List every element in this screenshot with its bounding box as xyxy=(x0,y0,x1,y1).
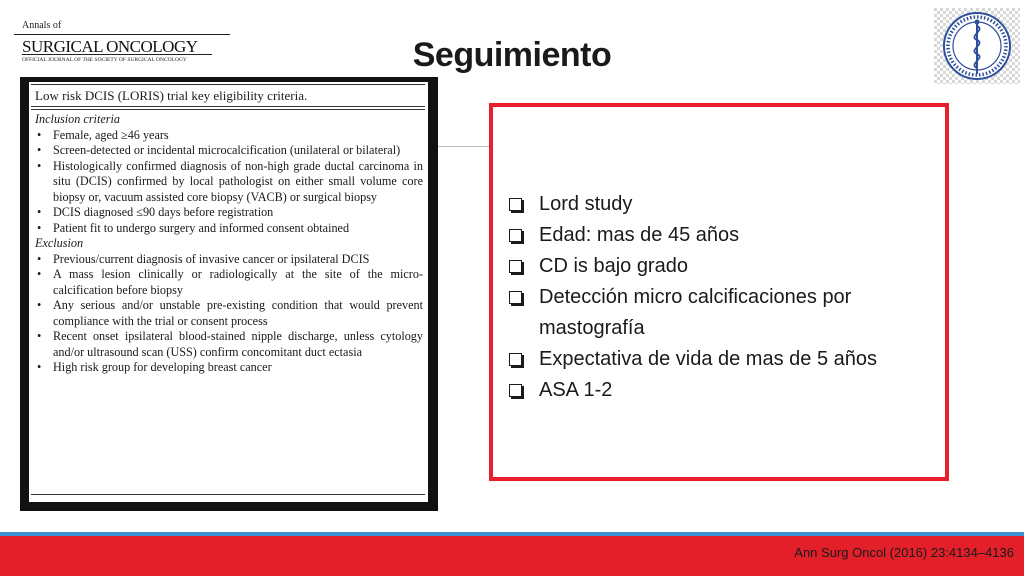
loris-criteria-table-content xyxy=(29,82,428,502)
exclusion-item: • High risk group for developing breast cancer xyxy=(35,360,423,376)
checkbox-bullet-icon xyxy=(509,291,522,304)
exclusion-header: Exclusion xyxy=(35,236,84,250)
checkbox-bullet-icon xyxy=(509,384,522,397)
table-top-rule xyxy=(31,84,425,85)
key-point-text: Detección micro calcificaciones por mastografía xyxy=(539,286,852,339)
key-point-item xyxy=(503,220,933,251)
key-points-box xyxy=(489,103,949,481)
inclusion-item: • Patient fit to undergo surgery and informed consent obtained xyxy=(35,221,423,237)
key-point-item xyxy=(503,344,933,375)
key-point-item xyxy=(503,189,933,220)
inclusion-item: • Histologically confirmed diagnosis of non-high grade ductal carcinoma in situ (DCIS) confirmed by local pathologist on either small volume core biopsy or, vacuum assisted core biopsy (VACB) or surgical biopsy xyxy=(35,159,423,206)
key-point-item xyxy=(503,282,933,344)
table-body xyxy=(35,112,423,376)
inclusion-item: • DCIS diagnosed ≤90 days before registration xyxy=(35,205,423,221)
key-point-text: Lord study xyxy=(539,193,633,215)
slide-title: Seguimiento xyxy=(412,36,612,74)
checkbox-bullet-icon xyxy=(509,229,522,242)
checkbox-bullet-icon xyxy=(509,198,522,211)
key-point-text: ASA 1-2 xyxy=(539,379,613,401)
table-header-rule xyxy=(31,106,425,107)
journal-logo-main-text: SURGICAL ONCOLOGY xyxy=(22,37,198,56)
checkbox-bullet-icon xyxy=(509,260,522,273)
inclusion-header: Inclusion criteria xyxy=(35,112,120,126)
journal-logo-small-text: Annals of xyxy=(22,20,62,31)
table-header-rule-2 xyxy=(31,109,425,110)
inclusion-item: • Screen-detected or incidental microcalcification (unilateral or bilateral) xyxy=(35,143,423,159)
key-point-item xyxy=(503,375,933,406)
exclusion-item: • A mass lesion clinically or radiologically at the site of the micro-calcification before biopsy xyxy=(35,267,423,298)
citation: Ann Surg Oncol (2016) 23:4134–4136 xyxy=(794,545,1014,560)
key-point-text: Edad: mas de 45 años xyxy=(539,224,740,246)
exclusion-item: • Previous/current diagnosis of invasive cancer or ipsilateral DCIS xyxy=(35,252,423,268)
key-point-text: CD is bajo grado xyxy=(539,255,688,277)
loris-criteria-table xyxy=(20,77,438,511)
exclusion-item: • Any serious and/or unstable pre-existing condition that would prevent compliance with the trial or consent process xyxy=(35,298,423,329)
exclusion-item: • Recent onset ipsilateral blood-stained nipple discharge, unless cytology and/or ultrasound scan (USS) confirm concomitant duct ectasia xyxy=(35,329,423,360)
key-point-item xyxy=(503,251,933,282)
table-title: Low risk DCIS (LORIS) trial key eligibility criteria. xyxy=(35,88,308,103)
connector-line xyxy=(432,146,492,147)
key-points-list xyxy=(503,189,933,406)
journal-logo-sub-text: OFFICIAL JOURNAL OF THE SOCIETY OF SURGICAL ONCOLOGY xyxy=(22,57,187,63)
table-bottom-rule xyxy=(31,494,425,495)
institution-logo-icon xyxy=(934,8,1020,84)
journal-logo-rule-top xyxy=(14,34,230,35)
checkbox-bullet-icon xyxy=(509,353,522,366)
inclusion-item: • Female, aged ≥46 years xyxy=(35,128,423,144)
key-point-text: Expectativa de vida de mas de 5 años xyxy=(539,348,877,370)
